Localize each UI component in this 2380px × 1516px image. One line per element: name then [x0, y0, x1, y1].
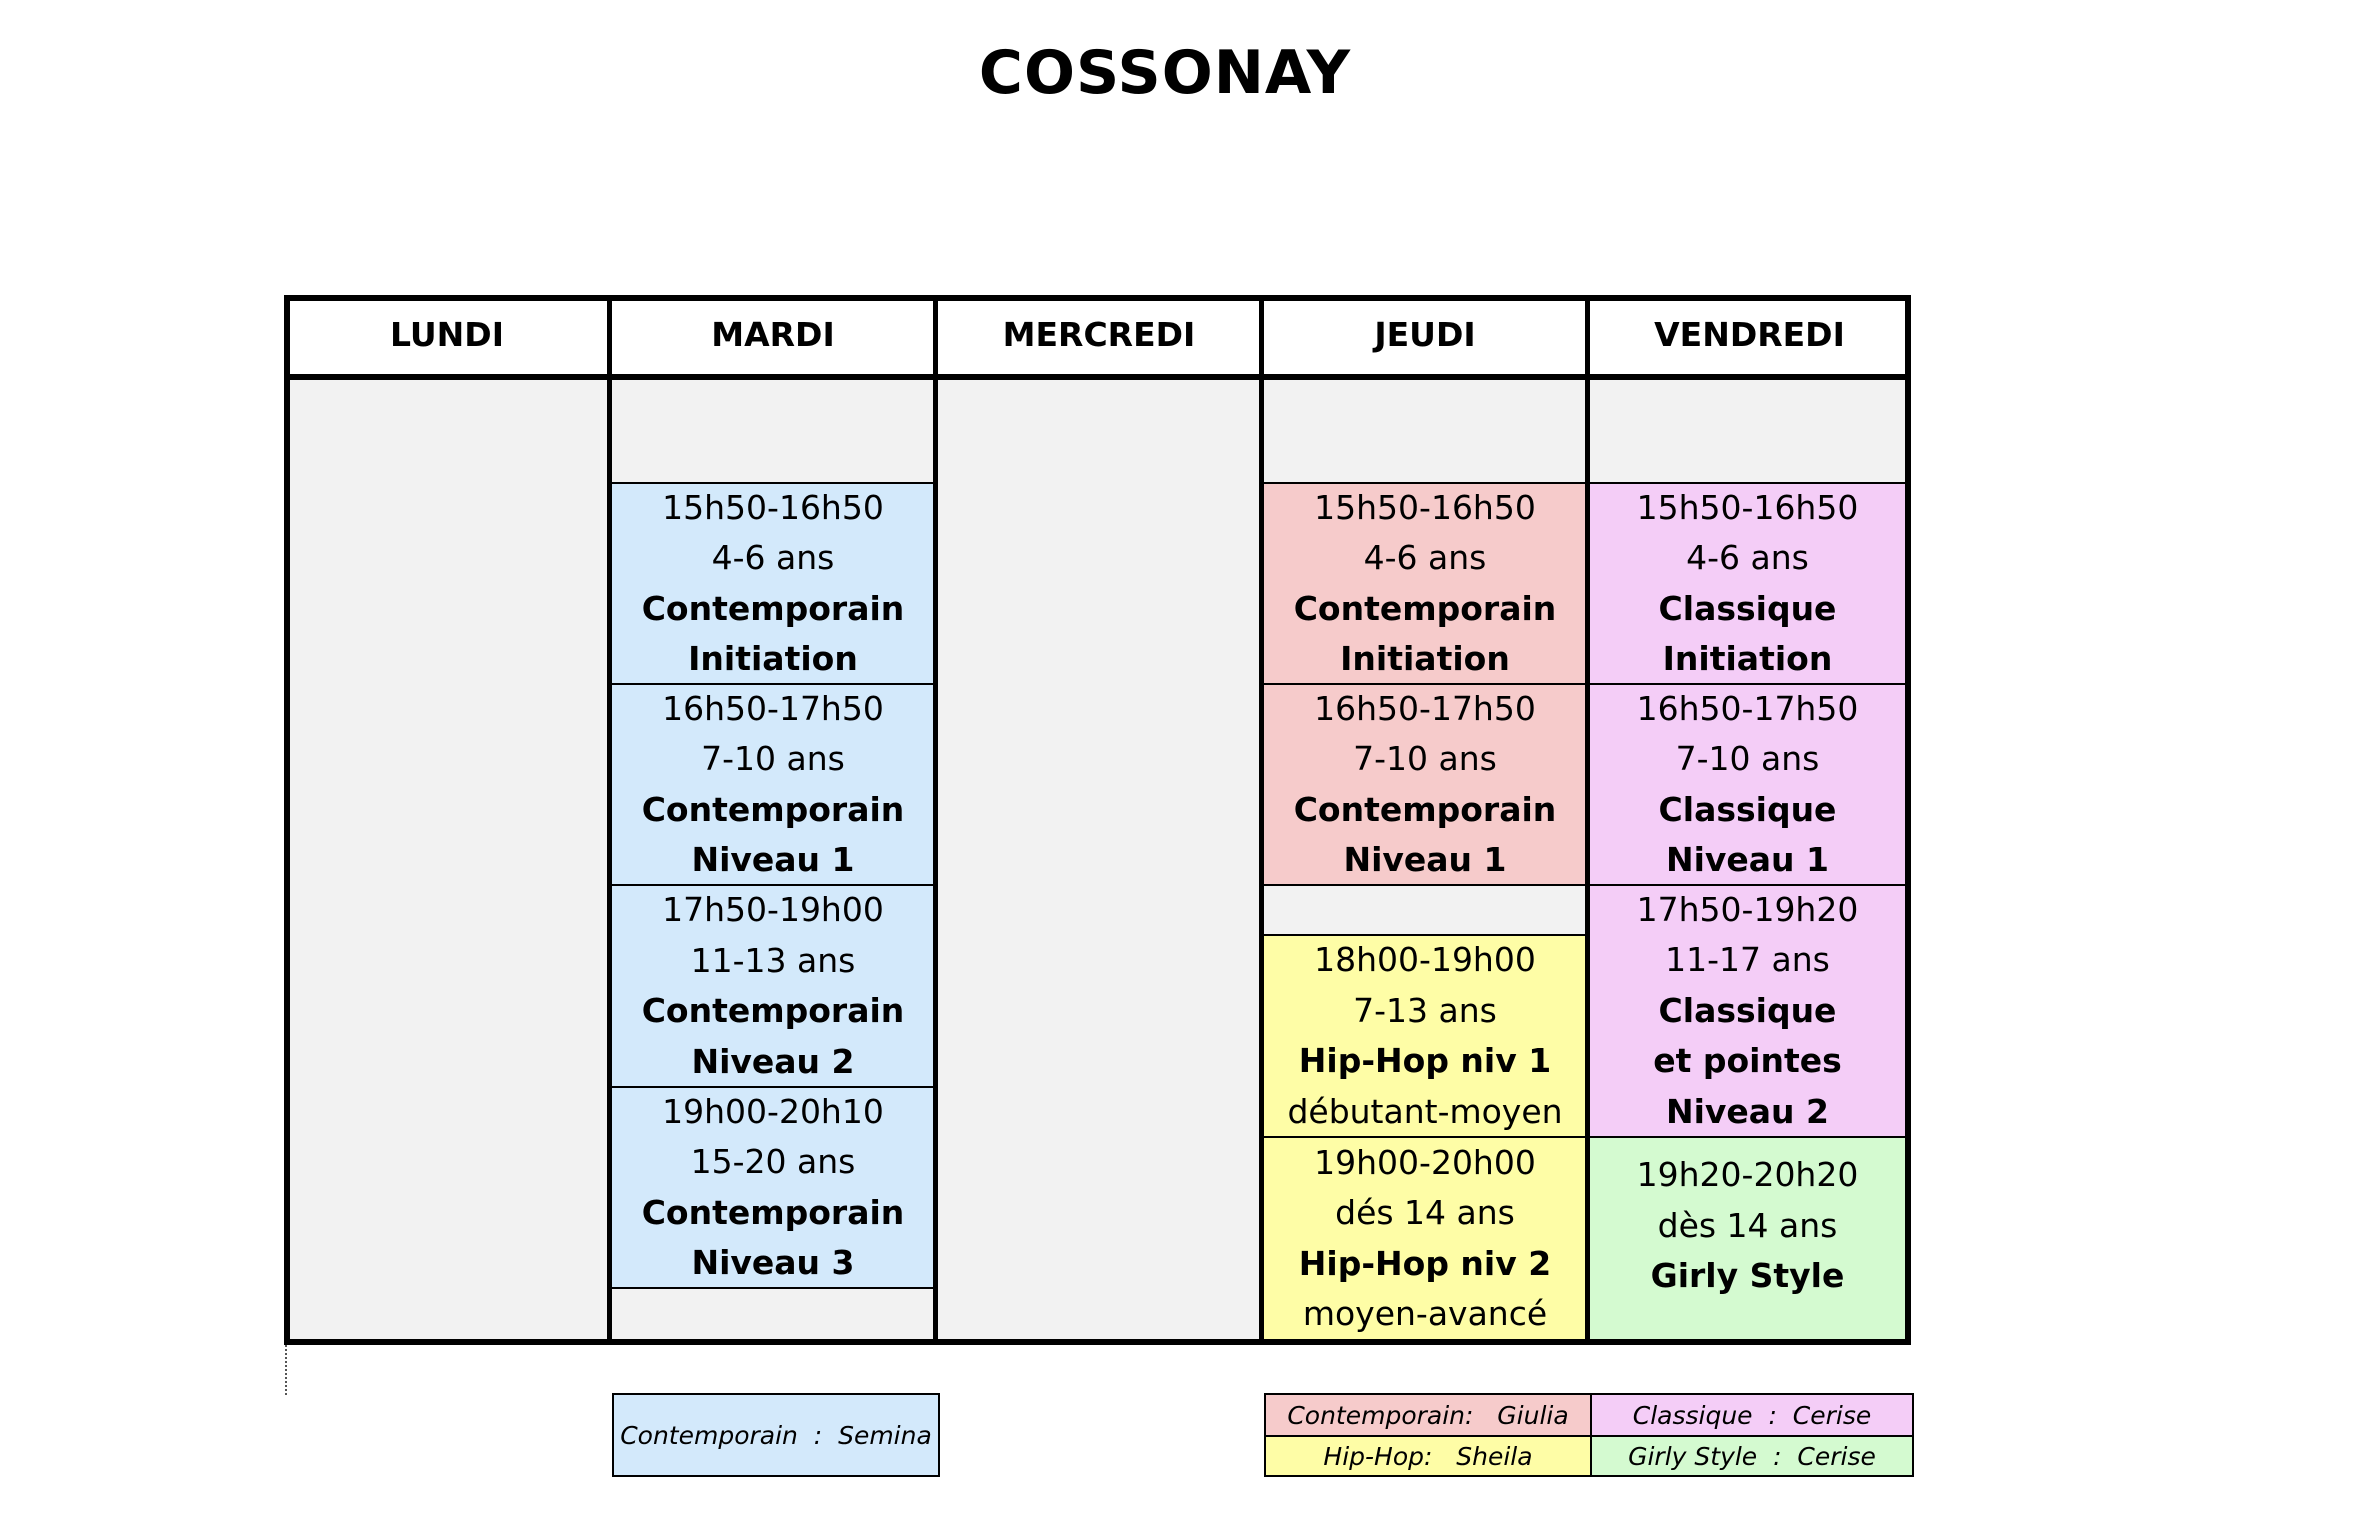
class-level: Niveau 3 [691, 1243, 855, 1282]
class-time: 19h20-20h20 [1636, 1155, 1859, 1194]
class-style: Girly Style [1650, 1256, 1845, 1295]
header-vendredi: VENDREDI [1588, 295, 1911, 380]
empty-slot [612, 1287, 934, 1339]
class-time: 16h50-17h50 [662, 688, 884, 728]
column-divider [1259, 295, 1264, 1345]
header-mercredi: MERCREDI [936, 295, 1262, 380]
column-mercredi [936, 380, 1262, 1345]
class-style: Classique [1658, 789, 1837, 829]
class-block [612, 884, 934, 1088]
class-block [1590, 683, 1905, 886]
legend-girly-cerise: Girly Style : Cerise [1590, 1435, 1914, 1477]
legend-classique-cerise: Classique : Cerise [1590, 1393, 1914, 1437]
class-time: 15h50-16h50 [662, 487, 884, 527]
class-age: 11-13 ans [690, 940, 856, 980]
class-style: Contemporain [641, 588, 905, 628]
class-style: Contemporain [1293, 789, 1557, 829]
class-block [1264, 934, 1586, 1138]
class-time: 19h00-20h10 [662, 1091, 884, 1131]
class-level: Niveau 1 [1343, 840, 1507, 879]
column-lundi [284, 380, 610, 1345]
class-style: Hip-Hop niv 2 [1298, 1243, 1552, 1283]
class-time: 16h50-17h50 [1314, 688, 1536, 728]
legend-hiphop-sheila: Hip-Hop: Sheila [1264, 1435, 1592, 1477]
legend-contemporain-semina: Contemporain : Semina [612, 1393, 940, 1477]
class-time: 18h00-19h00 [1314, 940, 1536, 979]
class-block [1264, 1136, 1586, 1339]
class-level: Niveau 1 [1665, 840, 1830, 879]
class-style: Classique [1658, 990, 1837, 1030]
class-block [1590, 884, 1905, 1138]
class-level: Niveau 2 [691, 1041, 855, 1081]
class-time: 19h00-20h00 [1314, 1142, 1536, 1182]
class-style: Classique [1658, 588, 1837, 628]
class-style: Contemporain [641, 789, 905, 829]
class-level: Niveau 2 [1665, 1091, 1830, 1131]
legend-contemporain-giulia: Contemporain: Giulia [1264, 1393, 1592, 1437]
column-divider [933, 295, 938, 1345]
class-block [1590, 1136, 1905, 1339]
class-level: Initiation [688, 639, 858, 678]
class-age: 4-6 ans [711, 538, 835, 577]
class-level: Niveau 1 [691, 840, 855, 879]
header-mardi: MARDI [610, 295, 936, 380]
class-block [1264, 482, 1586, 685]
class-level: Initiation [1662, 639, 1833, 678]
class-age: 7-10 ans [1675, 739, 1820, 778]
class-block [612, 482, 934, 685]
header-jeudi: JEUDI [1262, 295, 1588, 380]
class-style: Contemporain [641, 991, 905, 1030]
class-time: 15h50-16h50 [1314, 487, 1536, 527]
class-age: 7-10 ans [701, 739, 845, 778]
class-block [612, 683, 934, 886]
class-time: 16h50-17h50 [1636, 688, 1859, 728]
class-age: 7-13 ans [1353, 990, 1497, 1030]
column-divider [607, 295, 612, 1345]
class-block [612, 1086, 934, 1289]
dotted-guide [285, 1345, 287, 1395]
class-time: 17h50-19h20 [1636, 889, 1859, 929]
class-time: 17h50-19h00 [662, 890, 884, 929]
header-lundi: LUNDI [284, 295, 610, 380]
page-title: COSSONAY [978, 38, 1352, 108]
class-age: dès 14 ans [1657, 1205, 1838, 1245]
column-divider [1585, 295, 1590, 1345]
class-time: 15h50-16h50 [1636, 487, 1859, 527]
class-level: moyen-avancé [1302, 1294, 1548, 1333]
class-style: Contemporain [1293, 588, 1557, 628]
class-age: 7-10 ans [1353, 739, 1497, 778]
class-block [1264, 683, 1586, 886]
class-style: Hip-Hop niv 1 [1298, 1041, 1552, 1080]
class-age: 4-6 ans [1686, 538, 1809, 577]
class-style: Contemporain [641, 1192, 905, 1232]
class-level: Initiation [1340, 639, 1510, 678]
class-level: débutant-moyen [1287, 1091, 1563, 1131]
class-age: dés 14 ans [1335, 1193, 1515, 1232]
class-age: 4-6 ans [1363, 538, 1487, 577]
class-style-extra: et pointes [1653, 1041, 1842, 1081]
class-block [1590, 482, 1905, 685]
empty-slot [1264, 884, 1586, 936]
class-age: 15-20 ans [690, 1142, 856, 1181]
timetable [284, 295, 1911, 1345]
class-age: 11-17 ans [1665, 940, 1830, 980]
